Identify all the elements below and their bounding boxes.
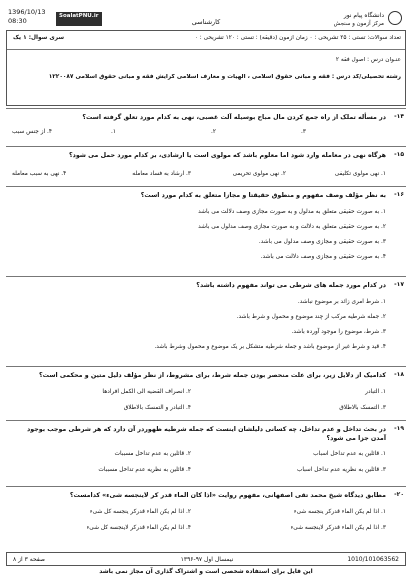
- question-18: [6, 366, 406, 418]
- option-2[interactable]: ۲.: [211, 129, 216, 135]
- option-4[interactable]: ۴. اذا لم یکن الماء قدرکر لاینجسه کل شیء: [86, 525, 191, 531]
- question-text: کدامیک از دلایل زیر، برای علت منحصر بودن جمله شرط، برای مشروط، از نظر مؤلف دلیل متین و محکمی است؟: [39, 372, 386, 379]
- option-1[interactable]: ۱. نهی مولوی تکلیفی: [334, 171, 386, 177]
- university-emblem-icon: [388, 11, 402, 25]
- question-16: [6, 186, 406, 272]
- option-3[interactable]: ۳. التمسک بالاطلاق: [339, 405, 386, 411]
- question-number: ۱۷-: [394, 281, 404, 288]
- option-2[interactable]: ۲. انصراف القضیه الی الکمل افرادها: [102, 389, 191, 395]
- option-4[interactable]: ۴. نهی به سبب معامله: [12, 171, 67, 177]
- question-17: [6, 276, 406, 362]
- page-number: صفحه ۳ از ۸: [13, 556, 45, 563]
- question-number: ۱۵-: [394, 151, 404, 158]
- option-2[interactable]: ۲. نهی مولوی تحریمی: [232, 171, 286, 177]
- option-2[interactable]: ۲. جمله شرطیه مرکب از چند موضوع و محمول و شرط باشد.: [236, 314, 386, 320]
- option-3[interactable]: ۳. اذا لم یکن الماء قدرکر لاینجسه شیء: [290, 525, 386, 531]
- option-4[interactable]: ۴. قید و شرط غیر از موضوع باشد و جمله شرطیه متشکل بر یک موضوع و محمول وشرط باشد.: [154, 344, 386, 350]
- question-number: ۱۸-: [394, 371, 404, 378]
- option-2[interactable]: ۲. به صورت حقیقی متعلق به دلالت و به صورت مجازی وصف مدلول می باشد: [198, 224, 386, 230]
- option-3[interactable]: ۳. شرط، موضوع را موجود آورده باشد.: [291, 329, 386, 335]
- question-number: ۱۴-: [394, 113, 404, 120]
- question-text: هرگاه نهی در معامله وارد شود اما معلوم باشد که مولوی است یا ارشادی، بر کدام مورد حمل می شود؟: [68, 152, 386, 159]
- assessment-center: مرکز آزمون و سنجش: [333, 21, 384, 27]
- option-4[interactable]: ۴. التبادر و التمسک بالاطلاق: [123, 405, 191, 411]
- option-3[interactable]: ۳. به صورت حقیقی و مجازی وصف مدلول می باشد.: [258, 239, 386, 245]
- option-1[interactable]: ۱. شرط امری زائد بر موضوع نباشد.: [297, 299, 386, 305]
- option-3[interactable]: ۳. قائلین به نظریه عدم تداخل اسباب: [296, 467, 386, 473]
- question-text: در بحث تداخل و عدم تداخل، چه کسانی دلیلشان اینست که جمله شرطیه ظهوردر آن دارد که هر شرطی موجب بوجود آمدن جزا می شود؟: [27, 426, 386, 442]
- site-logo-name: SoalatPNU.ir: [59, 13, 99, 19]
- question-count-row: تعداد سوالات: تستی : ۲۵ تشریحی : ۰ زمان آزمون (دقیقه) : تستی : ۱۲۰ تشریحی : ۰: [194, 35, 401, 41]
- exam-code: 1010/101063562: [347, 556, 399, 563]
- exam-date: 1396/10/13: [8, 8, 46, 16]
- option-2[interactable]: ۲. قائلین به عدم تداخل مسببات: [114, 451, 191, 457]
- option-4[interactable]: ۴. به صورت حقیقی و مجازی وصف دلالت می باشد.: [260, 254, 386, 260]
- question-text: در کدام مورد جمله های شرطی می تواند مفهوم داشته باشد؟: [196, 282, 386, 289]
- course-field: رشته تحصیلی/کد درس : فقه و مبانی حقوق اسلامی ، الهیات و معارف اسلامی گرایش فقه و مبانی حقوق اسلامی ۱۲۲۰۰۸۷: [48, 74, 401, 80]
- option-3[interactable]: ۳.: [301, 129, 306, 135]
- university-brand: [302, 12, 402, 28]
- question-text: به نظر مؤلف وصف مفهوم و منطوق حقیقتا و مجازا متعلق به کدام مورد است؟: [140, 192, 386, 199]
- date-time: [8, 8, 48, 26]
- course-title: عنـوان درس : اصول فقه ۲: [335, 57, 401, 63]
- option-2[interactable]: ۲. اذا لم یکن الماء قدرکر ینجسه کل شیء: [89, 509, 191, 515]
- option-1[interactable]: ۱. به صورت حقیقی متعلق به مدلول و به صورت مجازی وصف دلالت می باشد: [198, 209, 386, 215]
- exam-time: 08:30: [8, 17, 27, 25]
- option-1[interactable]: ۱. التبادر: [365, 389, 386, 395]
- usage-note: این فایل برای استفاده شخصی است و اشتراک گذاری آن مجاز نمی باشد: [99, 568, 313, 575]
- degree-label: کارشناسی: [191, 18, 221, 26]
- question-19: [6, 420, 406, 482]
- question-20: [6, 486, 406, 548]
- option-1[interactable]: ۱. قائلین به عدم تداخل اسباب: [313, 451, 386, 457]
- exam-meta-box: [6, 30, 406, 106]
- option-3[interactable]: ۳. ارشاد به فساد معامله: [132, 171, 191, 177]
- site-logo: [56, 12, 102, 26]
- term-label: نیمسال اول ۹۷-۱۳۹۶: [180, 556, 234, 563]
- option-1[interactable]: ۱. اذا لم یکن الماء قدرکر ینجسه شیء: [293, 509, 386, 515]
- option-4[interactable]: ۴. از جنس سبب: [12, 129, 52, 135]
- question-text: در مسأله تملک از راه جمع کردن مال مباح بوسیله آلت غصبی، نهی به کدام مورد تعلق گرفته است؟: [82, 114, 386, 121]
- question-14: [6, 108, 406, 138]
- question-text: مطابق دیدگاه شیخ محمد تقی اصفهانی، مفهوم روایت «اذا کان الماء قدر کر لاینجسه شیء» کدامست؟: [69, 492, 386, 499]
- meta-divider: [7, 49, 405, 50]
- option-1[interactable]: ۱.: [111, 129, 116, 135]
- page-header: [6, 4, 406, 28]
- option-4[interactable]: ۴. قائلین به نظریه عدم تداخل مسببات: [98, 467, 191, 473]
- question-number: ۲۰-: [394, 491, 404, 498]
- series-label: سری سوال: ۱ یک: [13, 35, 65, 41]
- question-number: ۱۶-: [394, 191, 404, 198]
- question-number: ۱۹-: [394, 425, 404, 432]
- question-15: [6, 146, 406, 182]
- university-name: دانشگاه پیام نور: [343, 12, 384, 19]
- exam-page: [6, 4, 406, 577]
- page-footer: [6, 552, 406, 566]
